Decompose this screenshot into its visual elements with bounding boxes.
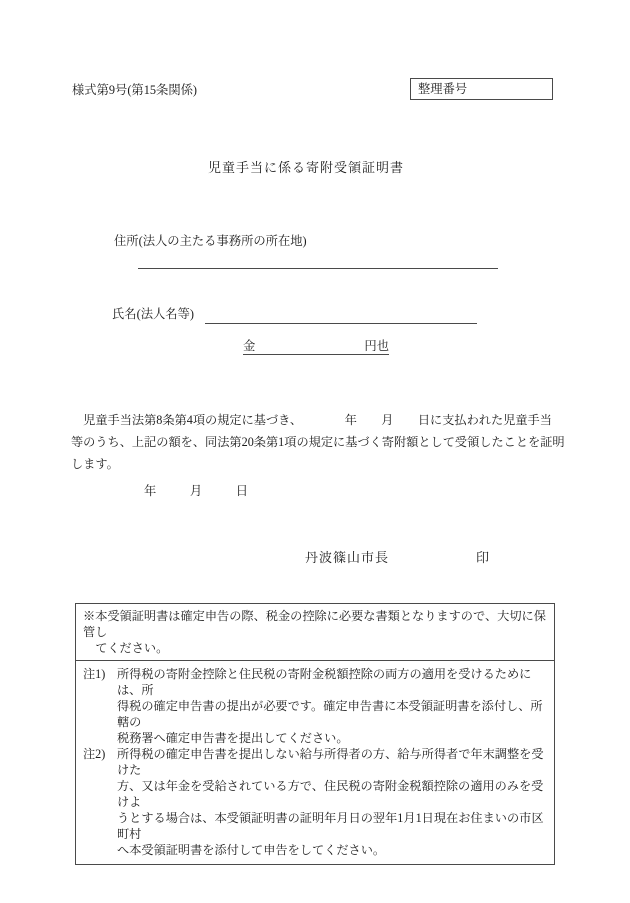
address-label: 住所(法人の主たる事務所の所在地) [114,234,307,248]
reference-number-box [410,78,553,100]
storage-notice-line: てください。 [95,641,169,655]
certification-paragraph-line: 児童手当法第8条第4項の規定に基づき、 年 月 日に支払われた児童手当 [71,413,552,427]
name-label: 氏名(法人名等) [112,307,194,321]
note-2-body [117,746,548,858]
note-1-line: 所得税の寄附金控除と住民税の寄附金税額控除の両方の適用を受けるためには、所 [117,667,532,697]
address-blank-line [138,251,498,269]
name-blank-line [205,306,477,324]
amount-blank-line [243,337,389,355]
notice-box [75,603,555,865]
issue-date-blank: 年 月 日 [144,484,252,498]
seal-placeholder: 印 [476,550,490,565]
mayor-title: 丹波篠山市長 [305,550,390,565]
reference-number-label: 整理番号 [418,82,468,96]
note-2-line: へ本受領証明書を添付して申告をしてください。 [117,843,386,857]
note-2-line: 所得税の確定申告書を提出しない給与所得者の方、給与所得者で年末調整を受けた [117,747,544,777]
certification-paragraph [71,409,565,475]
form-number: 様式第9号(第15条関係) [72,83,198,97]
note-1-line: 得税の確定申告書の提出が必要です。確定申告書に本受領証明書を添付し、所轄の [117,699,543,729]
amount-suffix: 円也 [364,339,389,353]
document-title: 児童手当に係る寄附受領証明書 [207,160,404,175]
note-1-label: 注1) [83,667,106,681]
note-2 [83,746,548,858]
certification-paragraph-line: します。 [71,457,119,471]
note-2-label: 注2) [83,747,106,761]
amount-prefix: 金 [243,339,256,353]
note-1 [83,666,548,746]
notes-section [76,661,554,864]
note-2-line: 方、又は年金を受給されている方で、住民税の寄附金税額控除の適用のみを受けよ [117,779,544,809]
note-1-line: 税務署へ確定申告書を提出してください。 [117,731,349,745]
note-1-body [117,666,548,746]
certification-paragraph-line: 等のうち、上記の額を、同法第20条第1項の規定に基づく寄附額として受領したことを証明 [71,435,565,449]
storage-notice-line: ※本受領証明書は確定申告の際、税金の控除に必要な書類となりますので、大切に保管し [83,609,546,639]
note-2-line: うとする場合は、本受領証明書の証明年月日の翌年1月1日現在お住まいの市区町村 [117,811,544,841]
storage-notice [76,604,554,661]
